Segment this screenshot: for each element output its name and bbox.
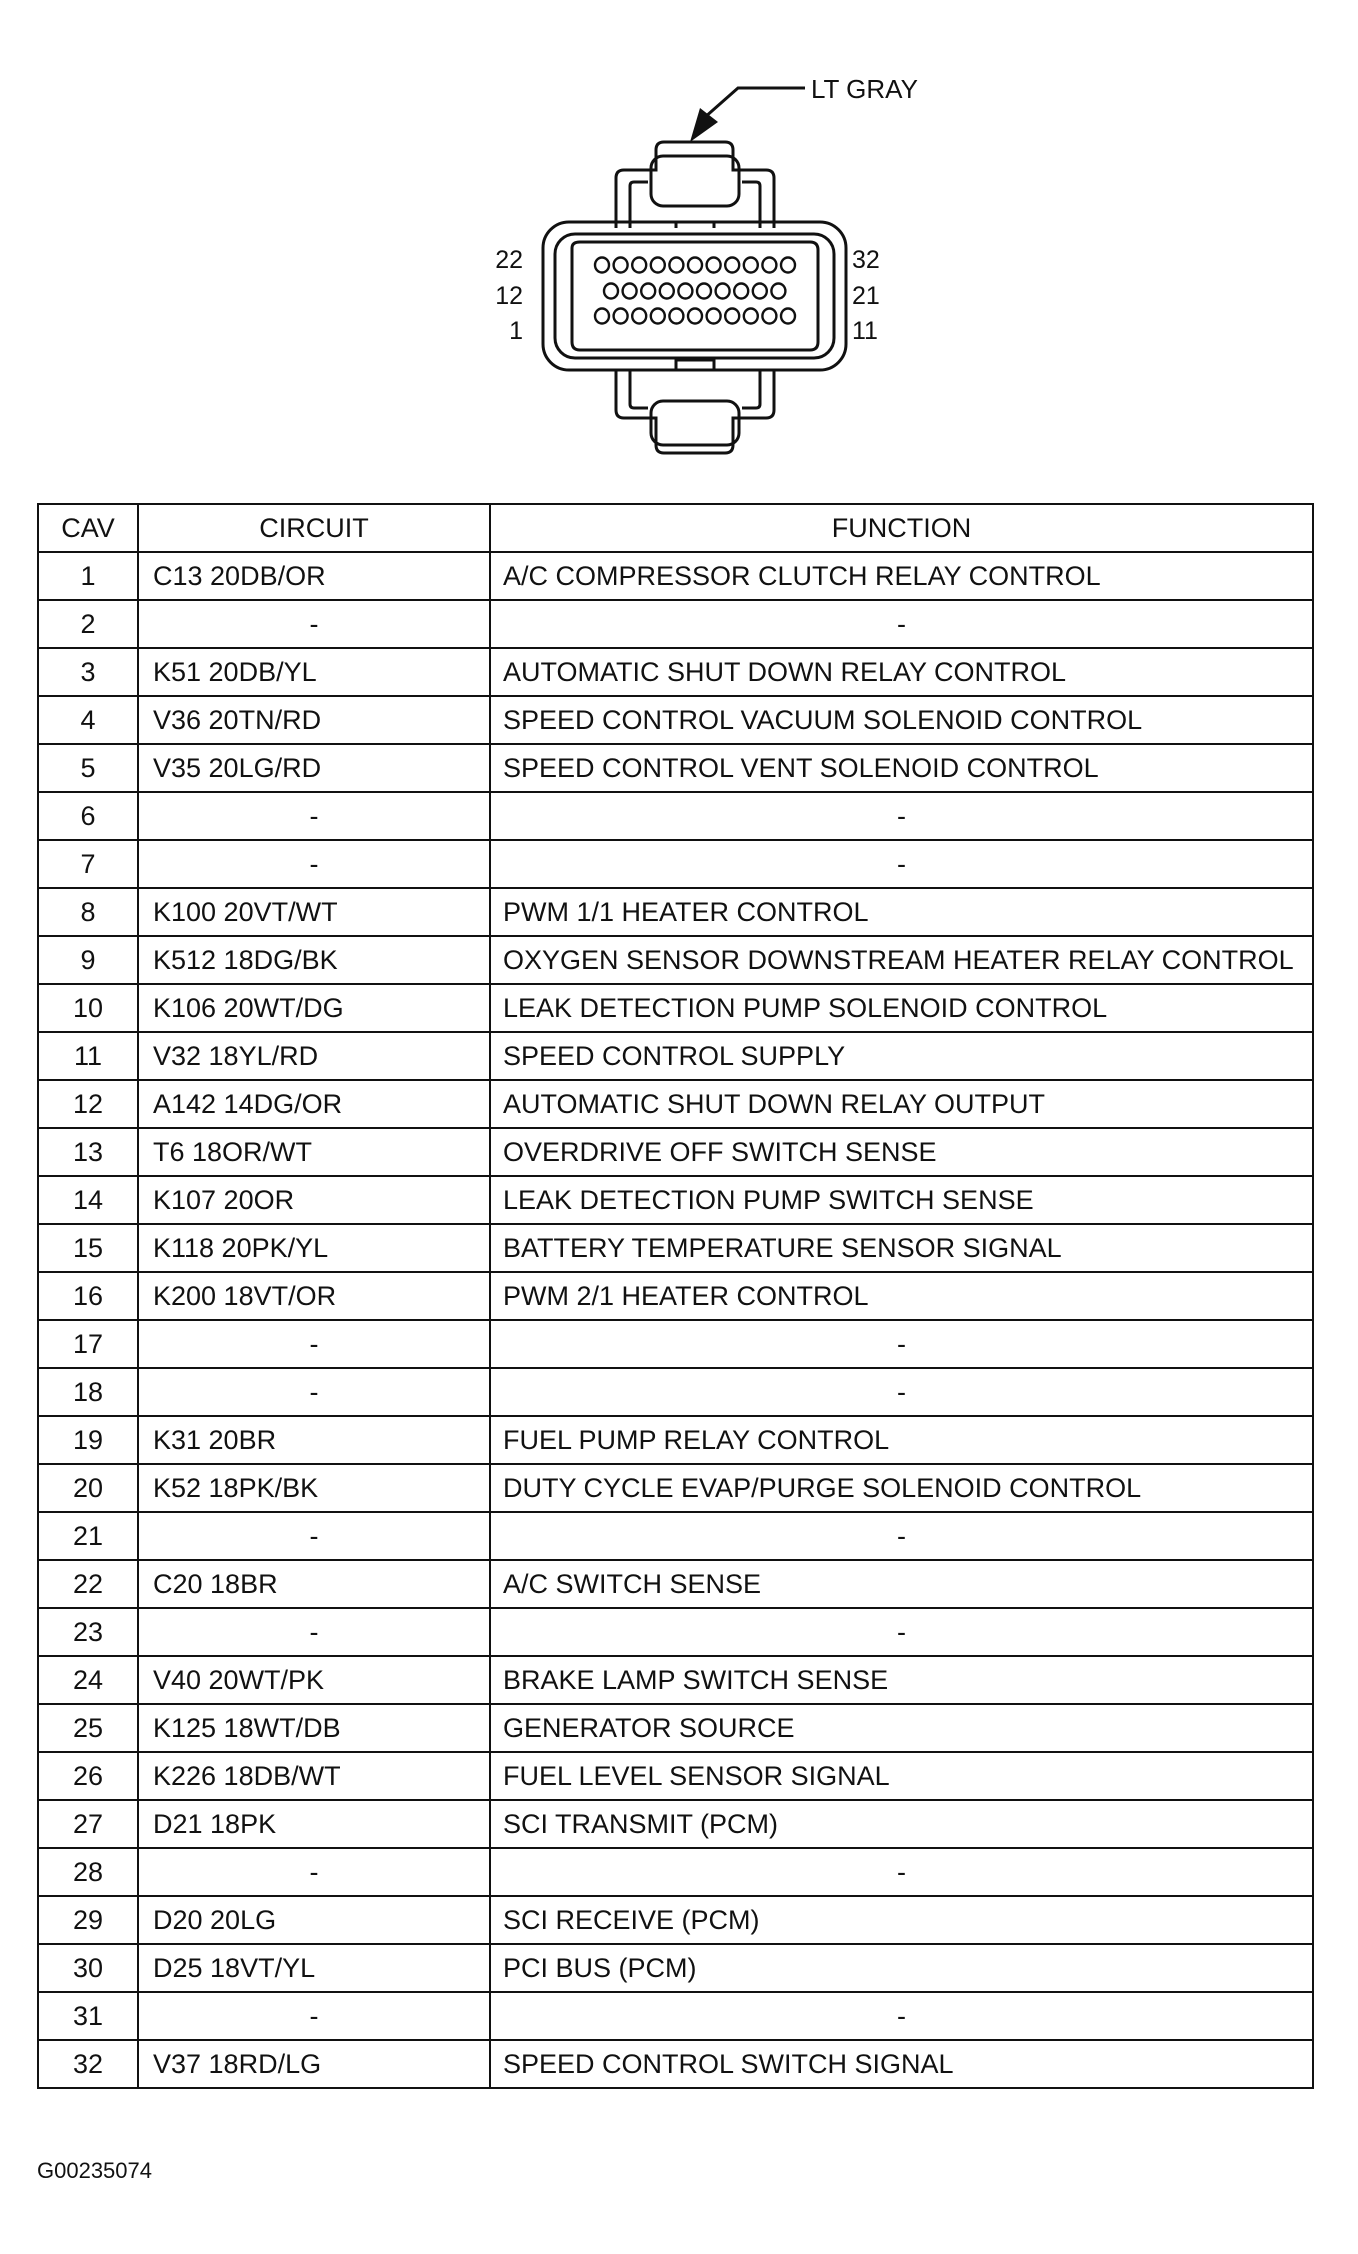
pin-cavity [707,258,721,273]
circuit-cell: - [138,792,490,840]
cav-cell: 13 [38,1128,138,1176]
table-row [38,792,1313,840]
function-cell: A/C SWITCH SENSE [490,1560,1313,1608]
circuit-cell: D25 18VT/YL [138,1944,490,1992]
cav-cell: 31 [38,1992,138,2040]
circuit-cell: K107 20OR [138,1176,490,1224]
function-cell: AUTOMATIC SHUT DOWN RELAY OUTPUT [490,1080,1313,1128]
cav-cell: 11 [38,1032,138,1080]
table-row [38,1752,1313,1800]
circuit-cell: - [138,1512,490,1560]
table-row [38,744,1313,792]
table-row [38,1896,1313,1944]
left-label-bottom: 1 [509,317,523,345]
pin-cavity [632,258,646,273]
cav-cell: 7 [38,840,138,888]
pinout-table [37,503,1314,2089]
circuit-cell: D20 20LG [138,1896,490,1944]
pin-cavity [632,309,646,324]
figure-id: G00235074 [37,2158,152,2183]
circuit-cell: - [138,600,490,648]
pin-cavity [725,309,739,324]
pin-cavity [595,309,609,324]
function-cell: SCI TRANSMIT (PCM) [490,1800,1313,1848]
function-cell: - [490,1320,1313,1368]
function-cell: - [490,840,1313,888]
cav-cell: 29 [38,1896,138,1944]
pin-cavity [614,258,628,273]
circuit-cell: K226 18DB/WT [138,1752,490,1800]
cav-cell: 10 [38,984,138,1032]
pin-cavity [669,258,683,273]
circuit-cell: T6 18OR/WT [138,1128,490,1176]
pin-cavity [697,284,711,299]
table-row [38,1080,1313,1128]
table-row [38,1560,1313,1608]
circuit-cell: V37 18RD/LG [138,2040,490,2088]
function-cell: LEAK DETECTION PUMP SWITCH SENSE [490,1176,1313,1224]
table-row [38,1704,1313,1752]
bottom-latch [616,370,774,453]
cav-cell: 8 [38,888,138,936]
table-row [38,1128,1313,1176]
pin-cavity [762,309,776,324]
color-leader-line [704,88,805,118]
function-cell: GENERATOR SOURCE [490,1704,1313,1752]
function-cell: LEAK DETECTION PUMP SOLENOID CONTROL [490,984,1313,1032]
pin-cavity [707,309,721,324]
table-row [38,1608,1313,1656]
function-cell: BRAKE LAMP SWITCH SENSE [490,1656,1313,1704]
cav-cell: 3 [38,648,138,696]
pin-cavity [744,258,758,273]
pin-cavity [734,284,748,299]
circuit-cell: - [138,1848,490,1896]
cav-cell: 26 [38,1752,138,1800]
cav-cell: 20 [38,1464,138,1512]
pin-cavity [753,284,767,299]
connector-color-label: LT GRAY [811,74,918,104]
cav-cell: 5 [38,744,138,792]
pin-cavity [651,258,665,273]
cav-cell: 15 [38,1224,138,1272]
pin-cavity [688,258,702,273]
cav-cell: 17 [38,1320,138,1368]
cav-cell: 16 [38,1272,138,1320]
header-cav: CAV [38,504,138,552]
function-cell: FUEL PUMP RELAY CONTROL [490,1416,1313,1464]
pin-cavity [725,258,739,273]
function-cell: A/C COMPRESSOR CLUTCH RELAY CONTROL [490,552,1313,600]
table-row [38,552,1313,600]
circuit-cell: - [138,840,490,888]
circuit-cell: V40 20WT/PK [138,1656,490,1704]
circuit-cell: - [138,1608,490,1656]
table-row [38,936,1313,984]
function-cell: SPEED CONTROL SUPPLY [490,1032,1313,1080]
circuit-cell: K125 18WT/DB [138,1704,490,1752]
pin-cavity [678,284,692,299]
circuit-cell: K118 20PK/YL [138,1224,490,1272]
circuit-cell: - [138,1320,490,1368]
cav-cell: 18 [38,1368,138,1416]
cav-cell: 24 [38,1656,138,1704]
cav-cell: 30 [38,1944,138,1992]
connector-diagram [0,0,1358,470]
cav-cell: 14 [38,1176,138,1224]
pin-cavity [744,309,758,324]
function-cell: - [490,1848,1313,1896]
function-cell: AUTOMATIC SHUT DOWN RELAY CONTROL [490,648,1313,696]
cav-cell: 1 [38,552,138,600]
table-row [38,648,1313,696]
function-cell: - [490,1368,1313,1416]
pin-cavity [641,284,655,299]
circuit-cell: V36 20TN/RD [138,696,490,744]
table-row [38,1224,1313,1272]
cav-cell: 23 [38,1608,138,1656]
cav-cell: 6 [38,792,138,840]
table-row [38,1032,1313,1080]
function-cell: FUEL LEVEL SENSOR SIGNAL [490,1752,1313,1800]
pin-cavity [688,309,702,324]
table-row [38,1656,1313,1704]
header-function: FUNCTION [490,504,1313,552]
circuit-cell: C13 20DB/OR [138,552,490,600]
function-cell: - [490,600,1313,648]
function-cell: PWM 2/1 HEATER CONTROL [490,1272,1313,1320]
circuit-cell: K52 18PK/BK [138,1464,490,1512]
circuit-cell: A142 14DG/OR [138,1080,490,1128]
table-row [38,1176,1313,1224]
pin-cavity [623,284,637,299]
circuit-cell: K512 18DG/BK [138,936,490,984]
right-label-top: 32 [852,246,880,274]
function-cell: - [490,1512,1313,1560]
table-row [38,1464,1313,1512]
table-row [38,1320,1313,1368]
right-label-bottom: 11 [852,317,878,345]
pin-cavity [614,309,628,324]
table-row [38,840,1313,888]
function-cell: BATTERY TEMPERATURE SENSOR SIGNAL [490,1224,1313,1272]
pin-cavity [595,258,609,273]
cav-cell: 4 [38,696,138,744]
cav-cell: 27 [38,1800,138,1848]
function-cell: PCI BUS (PCM) [490,1944,1313,1992]
pin-cavity [781,258,795,273]
table-row [38,696,1313,744]
function-cell: OVERDRIVE OFF SWITCH SENSE [490,1128,1313,1176]
cav-cell: 2 [38,600,138,648]
right-label-middle: 21 [852,282,880,310]
table-row [38,1848,1313,1896]
pin-cavity [716,284,730,299]
circuit-cell: D21 18PK [138,1800,490,1848]
cav-cell: 21 [38,1512,138,1560]
circuit-cell: V35 20LG/RD [138,744,490,792]
table-row [38,1512,1313,1560]
circuit-cell: - [138,1368,490,1416]
left-label-top: 22 [495,246,523,274]
arrow-head-icon [690,108,718,142]
table-header-row [38,504,1313,552]
table-row [38,1416,1313,1464]
circuit-cell: - [138,1992,490,2040]
table-row [38,2040,1313,2088]
function-cell: SCI RECEIVE (PCM) [490,1896,1313,1944]
function-cell: SPEED CONTROL VACUUM SOLENOID CONTROL [490,696,1313,744]
pin-cavity [762,258,776,273]
circuit-cell: K200 18VT/OR [138,1272,490,1320]
circuit-cell: K100 20VT/WT [138,888,490,936]
pin-cavity [669,309,683,324]
connector-body [543,222,846,370]
circuit-cell: K106 20WT/DG [138,984,490,1032]
table-row [38,1272,1313,1320]
circuit-cell: K51 20DB/YL [138,648,490,696]
function-cell: PWM 1/1 HEATER CONTROL [490,888,1313,936]
table-row [38,600,1313,648]
function-cell: SPEED CONTROL SWITCH SIGNAL [490,2040,1313,2088]
table-row [38,984,1313,1032]
pin-cavity [771,284,785,299]
pin-cavity [781,309,795,324]
function-cell: OXYGEN SENSOR DOWNSTREAM HEATER RELAY CONTROL [490,936,1313,984]
left-label-middle: 12 [495,282,523,310]
pin-cavity [660,284,674,299]
table-row [38,1944,1313,1992]
table-row [38,1800,1313,1848]
function-cell: SPEED CONTROL VENT SOLENOID CONTROL [490,744,1313,792]
circuit-cell: C20 18BR [138,1560,490,1608]
cav-cell: 28 [38,1848,138,1896]
pin-cavity [604,284,618,299]
cav-cell: 32 [38,2040,138,2088]
cav-cell: 12 [38,1080,138,1128]
circuit-cell: V32 18YL/RD [138,1032,490,1080]
header-circuit: CIRCUIT [138,504,490,552]
circuit-cell: K31 20BR [138,1416,490,1464]
function-cell: DUTY CYCLE EVAP/PURGE SOLENOID CONTROL [490,1464,1313,1512]
pin-cavity [651,309,665,324]
cav-cell: 9 [38,936,138,984]
cav-cell: 25 [38,1704,138,1752]
function-cell: - [490,1608,1313,1656]
function-cell: - [490,792,1313,840]
cav-cell: 19 [38,1416,138,1464]
table-row [38,888,1313,936]
table-row [38,1992,1313,2040]
table-row [38,1368,1313,1416]
cav-cell: 22 [38,1560,138,1608]
function-cell: - [490,1992,1313,2040]
